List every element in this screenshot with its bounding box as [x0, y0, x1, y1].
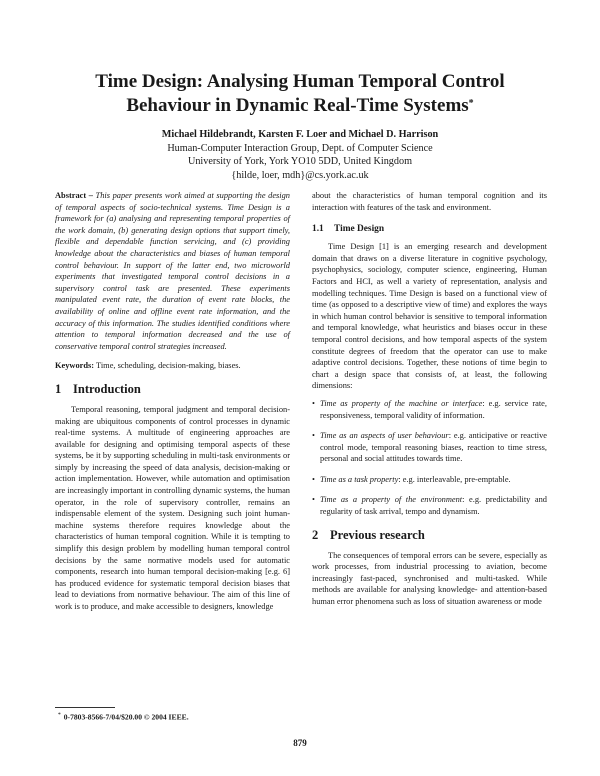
- footnote-text: 0-7803-8566-7/04/$20.00 © 2004 IEEE.: [63, 712, 189, 722]
- page-number: 879: [293, 738, 307, 748]
- author-emails: {hilde, loer, mdh}@cs.york.ac.uk: [231, 169, 369, 181]
- author-names: Michael Hildebrandt, Karsten F. Loer and Michael D. Harrison: [161, 129, 439, 140]
- keywords: [55, 360, 290, 372]
- list-item: [312, 430, 547, 465]
- footnote-divider: [55, 707, 115, 708]
- section-title: Previous research: [330, 527, 425, 542]
- footnote: [58, 712, 189, 722]
- affiliation-university: University of York, York YO10 5DD, United Kingdom: [187, 156, 413, 167]
- section-heading-previous-research: [312, 528, 547, 543]
- subsection-number: 1.1: [312, 224, 324, 235]
- left-column: [55, 190, 290, 613]
- dimension-text: : e.g. predictability and regularity of task arrival, tempo and dynamism.: [320, 495, 547, 517]
- introduction-paragraph: Temporal reasoning, temporal judgment and temporal decision-making are ubiquitous components of control processes in dynamic real-time systems. A multitude of engineering approaches are available for designing and optimising temporal aspects of these systems, be it by supporting scheduling in multi-task environments or simply by increasing the speed of data analysis, decision-making or action implementation. However, while automation and optimisation are increasingly important in controlling dynamic systems, the human operator, in the role of supervisory controller, remains an indispensable element of the system. Designing such joint human-machine systems therefore requires knowledge about the characteristics of human temporal cognition. While it is tempting to simplify this design problem by modelling human temporal control decisions by the same normative models used for automatic components, research into human temporal decision-making [e.g. 6] has produced evidence for systematic temporal decision biases that lead to deviations from normative behaviour. The aim of this line of work is to produce, and make accessible to designers, knowledge: [55, 404, 290, 611]
- list-item: [312, 494, 547, 517]
- dimension-text: : e.g. service rate, responsiveness, temporal validity of information.: [320, 398, 547, 420]
- previous-research-paragraph: The consequences of temporal errors can be severe, especially as work processes, from industrial processing to aviation, become increasingly fast-paced, synchronised and multi-tasked. While methods are available for analysing knowledge- and attention-based human error phenomena such as loss of situation awareness or mode: [312, 550, 547, 607]
- dimension-text: : e.g. anticipative or reactive control mode, temporal reasoning biases, reaction to time stress, personal and social attitudes towards time.: [320, 431, 547, 464]
- bullet-icon: •: [312, 495, 315, 505]
- section-number: 2: [312, 527, 319, 542]
- list-item: [312, 398, 547, 421]
- title-line-2: Behaviour in Dynamic Real-Time Systems: [126, 95, 469, 116]
- subsection-title: Time Design: [334, 224, 385, 235]
- footnote-mark: *: [58, 712, 61, 718]
- dimension-term: Time as property of the machine or interface: [320, 398, 483, 408]
- bullet-icon: •: [312, 398, 315, 408]
- dimension-term: Time as an aspects of user behaviour: [320, 431, 449, 441]
- bullet-icon: •: [312, 474, 315, 484]
- dimension-term: Time as a task property: [320, 474, 399, 484]
- list-item: [312, 474, 547, 486]
- keywords-text: Time, scheduling, decision-making, biases.: [96, 361, 241, 371]
- title-line-1: Time Design: Analysing Human Temporal Control: [95, 71, 505, 92]
- right-column: [312, 190, 547, 608]
- introduction-continuation: about the characteristics of human temporal cognition and its interaction with features of the task and environment.: [312, 191, 547, 212]
- dimension-text: : e.g. interleavable, pre-emptable.: [398, 474, 511, 484]
- abstract-text: This paper presents work aimed at supporting the design of temporal aspects of socio-technical systems. Time Design is a framework for (a) analysing and representing temporal properties of the work domain, (b) generating design options that support timely, flexible and dependable function servicing, and (c) providing knowledge about the characteristics and biases of human temporal control behaviour. In support of the latter end, two microworld experiments that investigated temporal control decisions in a supervisory control task are presented. These experiments manipulated event rate, the duration of event rate blocks, the availability of online and offline event rate information, and the accuracy of this information. The studies identified conditions where attention to temporal information decreased and the use of conservative temporal control strategies increased.: [55, 191, 290, 351]
- title-footnote-mark: *: [468, 98, 474, 109]
- subsection-heading-time-design: [312, 223, 547, 235]
- time-design-paragraph: Time Design [1] is an emerging research and development domain that draws on a diverse literature in cognitive psychology, psychophysics, sociology, computer science, engineering, Human Factors and HCI, as well a variety of representation, analysis and modelling techniques. Time Design is based on a functional view of time (as opposed to a descriptive view of time) and explores the ways in which human control behavior is sensitive to temporal information and temporal knowledge, what heuristics and biases occur in these temporal control decisions, and how temporal aspects of the system constitute degrees of freedom that the operator can use to make adaptive control decisions. Together, these notions of time begin to chart a design space that consists of, at least, the following dimensions:: [312, 242, 547, 391]
- section-number: 1: [55, 381, 62, 396]
- abstract-label: Abstract –: [55, 191, 93, 200]
- paper-title: [40, 70, 560, 118]
- dimensions-list: [312, 398, 547, 518]
- author-block: [40, 128, 560, 182]
- dimension-term: Time as a property of the environment: [320, 495, 463, 505]
- abstract: [55, 190, 290, 352]
- bullet-icon: •: [312, 431, 315, 441]
- keywords-label: Keywords:: [55, 361, 95, 371]
- section-title: Introduction: [73, 381, 141, 396]
- section-heading-introduction: [55, 382, 290, 397]
- affiliation-group: Human-Computer Interaction Group, Dept. of Computer Science: [167, 142, 433, 154]
